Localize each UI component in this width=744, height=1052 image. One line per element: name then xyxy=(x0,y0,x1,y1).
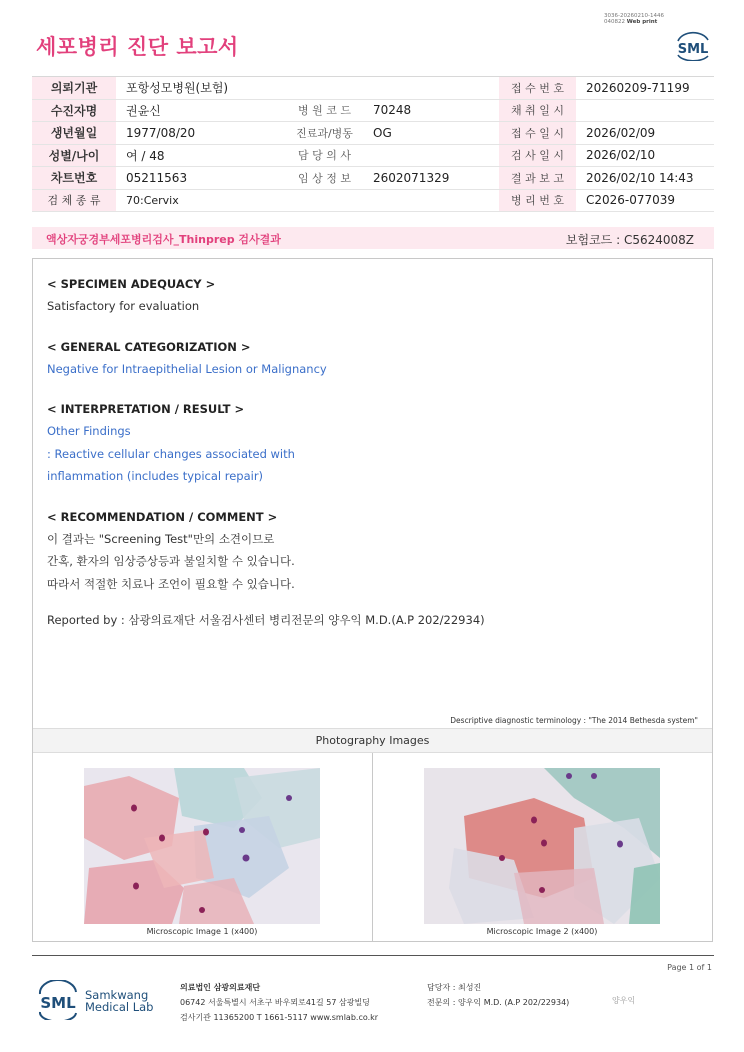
microscopic-image-1 xyxy=(84,768,320,924)
specimen-adequacy-heading: < SPECIMEN ADEQUACY > xyxy=(47,277,216,291)
interpretation-heading: < INTERPRETATION / RESULT > xyxy=(47,402,245,416)
info-label: 접 수 번 호 xyxy=(499,77,576,100)
foundation-info: 의료법인 삼광의료재단 06742 서울특별시 서초구 바우뫼로41길 57 삼광빌딩 검사기관 11365200 T 1661-5117 www.smlab.co.kr xyxy=(180,983,379,1022)
report-box xyxy=(32,258,713,942)
info-value: 2602071329 xyxy=(363,167,499,190)
image-caption-1: Microscopic Image 1 (x400) xyxy=(146,927,258,936)
info-value: C2026-077039 xyxy=(576,189,714,212)
general-categorization-heading: < GENERAL CATEGORIZATION > xyxy=(47,339,251,354)
recommendation-line: 이 결과는 "Screening Test"만의 소견이므로 xyxy=(47,531,275,546)
info-row xyxy=(32,167,714,190)
recommendation-line: 간혹, 환자의 임상증상등과 불일치할 수 있습니다. xyxy=(47,554,295,568)
reported-by: Reported by : 삼광의료재단 서울검사센터 병리전문의 양우익 M.D.(A.P 202/22934) xyxy=(47,613,485,627)
info-label: 검 체 종 류 xyxy=(32,189,116,212)
info-label: 채 취 일 시 xyxy=(499,99,576,122)
info-label: 생년월일 xyxy=(32,122,116,145)
page-number: Page 1 of 1 xyxy=(667,963,712,972)
info-value: 1977/08/20 xyxy=(116,122,286,145)
info-label: 병 리 번 호 xyxy=(499,189,576,212)
interpretation-line: Other Findings xyxy=(47,424,131,438)
interpretation-line: inflammation (includes typical repair) xyxy=(47,469,264,483)
info-label: 병 원 코 드 xyxy=(286,99,363,122)
info-value: 여 / 48 xyxy=(116,144,286,167)
report-content xyxy=(47,269,697,632)
lab-name: Samkwang Medical Lab xyxy=(85,988,154,1014)
info-value: 포항성모병원(보험) xyxy=(116,77,499,100)
patient-info-table xyxy=(32,76,714,212)
info-row xyxy=(32,99,714,122)
exam-name: 액상자궁경부세포병리검사_Thinprep 검사결과 xyxy=(46,233,281,246)
specimen-adequacy-text: Satisfactory for evaluation xyxy=(47,299,200,313)
info-row xyxy=(32,144,714,167)
info-label: 차트번호 xyxy=(32,167,116,190)
info-label: 접 수 일 시 xyxy=(499,122,576,145)
info-label: 임 상 정 보 xyxy=(286,167,363,190)
svg-text:SML: SML xyxy=(677,42,709,57)
info-label: 의뢰기관 xyxy=(32,77,116,100)
image-caption-2: Microscopic Image 2 (x400) xyxy=(486,927,598,936)
info-value: 05211563 xyxy=(116,167,286,190)
recommendation-line: 따라서 적절한 치료나 조언이 필요할 수 있습니다. xyxy=(47,576,295,591)
info-label: 검 사 일 시 xyxy=(499,144,576,167)
recommendation-heading: < RECOMMENDATION / COMMENT > xyxy=(47,509,278,524)
print-code: 3036-20260210-1446 040822 Web print xyxy=(604,13,664,25)
report-title: 세포병리 진단 보고서 xyxy=(36,35,239,59)
terminology-note: Descriptive diagnostic terminology : "The 2014 Bethesda system" xyxy=(450,716,698,725)
sml-logo-icon xyxy=(672,29,714,61)
svg-text:SML: SML xyxy=(40,994,76,1012)
info-value: 70248 xyxy=(363,99,499,122)
staff-info: 담당자 : 최성진 전문의 : 양우익 M.D. (A.P 202/22934) xyxy=(427,983,570,1007)
microscopic-image-2 xyxy=(424,768,660,924)
info-value: 2026/02/10 14:43 xyxy=(576,167,714,190)
info-row xyxy=(32,77,714,100)
info-row xyxy=(32,189,714,212)
interpretation-line: : Reactive cellular changes associated with xyxy=(47,446,295,461)
exam-title-bar xyxy=(32,227,714,249)
info-value xyxy=(363,144,499,167)
info-value: OG xyxy=(363,122,499,145)
photo-divider xyxy=(372,753,373,941)
info-value: 권윤신 xyxy=(116,99,286,122)
signature: 양우익 xyxy=(612,996,636,1005)
info-value: 2026/02/09 xyxy=(576,122,714,145)
info-value xyxy=(576,99,714,122)
general-categorization-text: Negative for Intraepithelial Lesion or Malignancy xyxy=(47,361,327,376)
info-label: 담 당 의 사 xyxy=(286,144,363,167)
info-value: 70:Cervix xyxy=(116,189,499,212)
insurance-code: 보험코드 : C5624008Z xyxy=(565,233,694,247)
footer-divider xyxy=(32,955,714,956)
sml-logo-bottom-icon xyxy=(36,980,80,1020)
info-value: 2026/02/10 xyxy=(576,144,714,167)
info-label: 수진자명 xyxy=(32,99,116,122)
info-label: 성별/나이 xyxy=(32,144,116,167)
info-row xyxy=(32,122,714,145)
photography-header: Photography Images xyxy=(33,728,712,753)
info-label: 진료과/병동 xyxy=(286,122,363,145)
info-value: 20260209-71199 xyxy=(576,77,714,100)
info-label: 결 과 보 고 xyxy=(499,167,576,190)
